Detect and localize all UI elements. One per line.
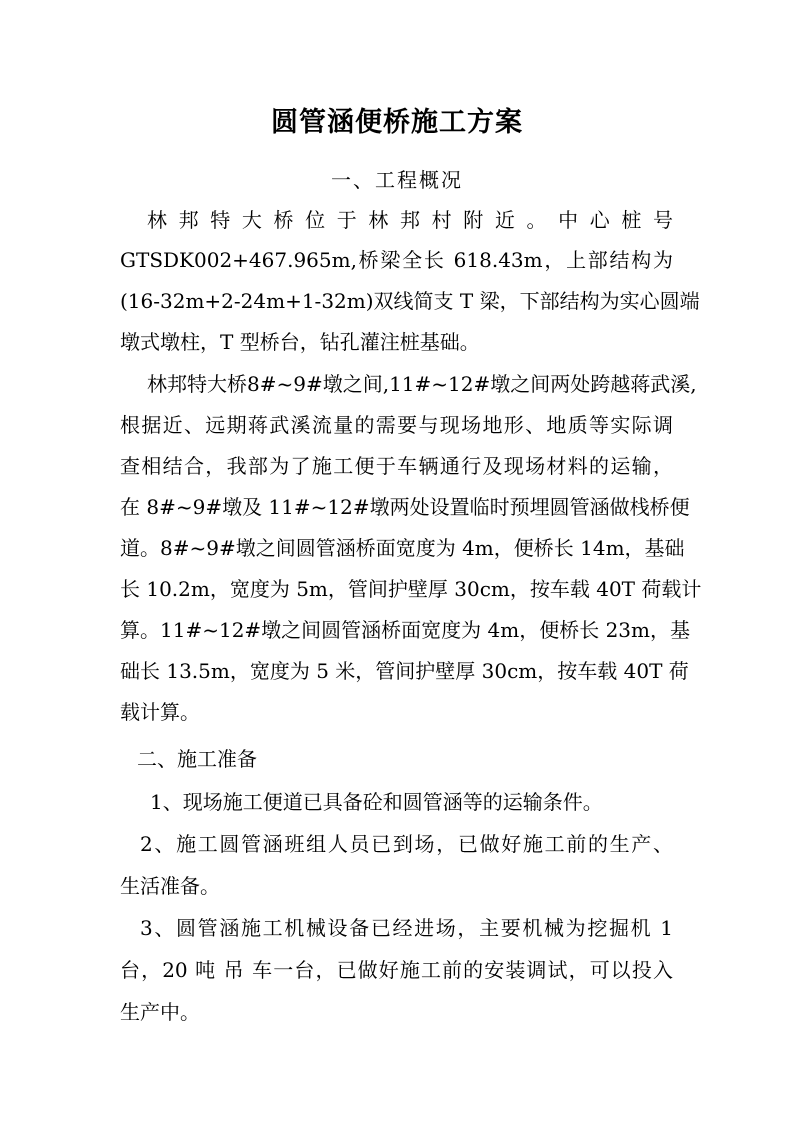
body-line: 2、施工圆管涵班组人员已到场，已做好施工前的生产、 — [140, 832, 673, 856]
body-line: 算。11#~12#墩之间圆管涵桥面宽度为 4m，便桥长 23m，基 — [120, 618, 690, 642]
body-line: 林邦特大桥8#~9#墩之间,11#~12#墩之间两处跨越蒋武溪, — [147, 372, 697, 396]
document-title: 圆管涵便桥施工方案 — [271, 107, 523, 138]
body-line: 础长 13.5m，宽度为 5 米，管间护壁厚 30cm，按车载 40T 荷 — [120, 659, 689, 683]
body-line: 在 8#~9#墩及 11#~12#墩两处设置临时预埋圆管涵做栈桥便 — [120, 495, 690, 519]
body-line: 林邦特大桥位于林邦村附近。中心桩号 — [147, 208, 673, 232]
section-heading-preparation: 二、施工准备 — [137, 747, 257, 771]
body-line: 3、圆管涵施工机械设备已经进场，主要机械为挖掘机 1 — [140, 916, 673, 940]
body-line: 道。8#~9#墩之间圆管涵桥面宽度为 4m，便桥长 14m，基础 — [120, 536, 685, 560]
body-line: 长 10.2m，宽度为 5m，管间护壁厚 30cm，按车载 40T 荷载计 — [120, 577, 702, 601]
body-line: GTSDK002+467.965m,桥梁全长 618.43m，上部结构为 — [120, 248, 673, 272]
body-line: 墩式墩柱，T 型桥台，钻孔灌注桩基础。 — [120, 330, 480, 354]
body-line: 查相结合，我部为了施工便于车辆通行及现场材料的运输， — [120, 454, 673, 478]
body-line: 1、现场施工便道已具备砼和圆管涵等的运输条件。 — [150, 790, 603, 814]
section-heading-overview: 一、工程概况 — [331, 168, 463, 192]
body-line: 根据近、远期蒋武溪流量的需要与现场地形、地质等实际调 — [120, 413, 673, 437]
body-line: 生产中。 — [120, 1000, 200, 1024]
body-line: (16-32m+2-24m+1-32m)双线简支 T 梁，下部结构为实心圆端 — [120, 289, 700, 313]
body-line: 台，20 吨 吊 车一台，已做好施工前的安装调试，可以投入 — [120, 958, 673, 982]
body-line: 生活准备。 — [120, 874, 220, 898]
body-line: 载计算。 — [120, 700, 200, 724]
